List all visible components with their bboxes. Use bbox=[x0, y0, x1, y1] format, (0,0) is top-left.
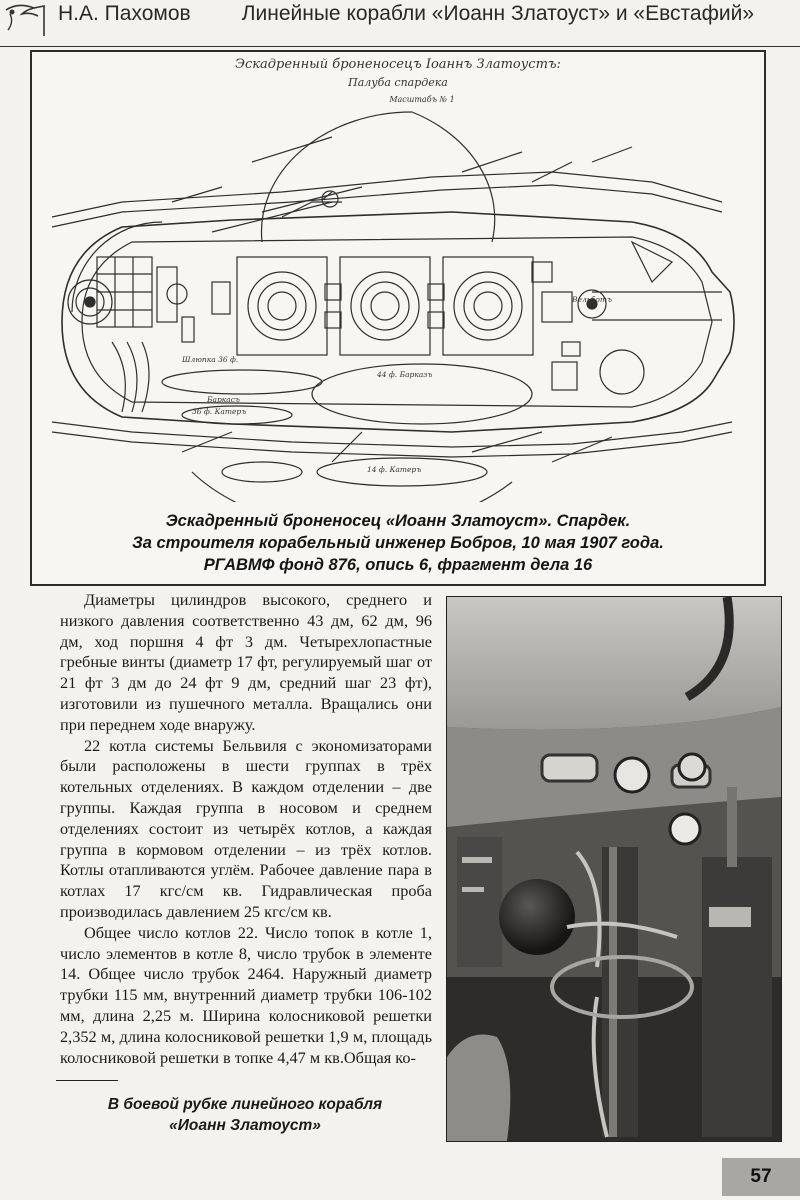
plan-label: 44 ф. Барказъ bbox=[377, 370, 433, 379]
plan-label: Баркасъ bbox=[207, 395, 240, 404]
page-number: 57 bbox=[722, 1158, 800, 1196]
plan-caption-line: Эскадренный броненосец «Иоанн Златоуст». Спардек. bbox=[165, 512, 631, 530]
plan-label: 36 ф. Катеръ bbox=[192, 407, 247, 416]
paragraph: 22 котла системы Бельвиля с экономизаторами были расположены в шести группах в трёх котельных отделениях. В каждом отделении – две группы. Каждая группа в носовом и среднем отделениях состоит из четырёх котлов, а каждая группа в кормовом отделении – из трёх котлов. Котлы отапливаются углём. Рабочее давление пара в котлах 17 кгс/см кв. Гидравлическая проба производилась давлением 25 кгс/см кв. bbox=[60, 735, 432, 921]
running-title: Линейные корабли «Иоанн Златоуст» и «Евстафий» bbox=[241, 2, 754, 25]
plan-caption bbox=[32, 510, 764, 576]
caption-rule bbox=[56, 1080, 118, 1081]
deck-plan-figure bbox=[30, 50, 766, 586]
paragraph: Диаметры цилиндров высокого, среднего и низкого давления соответственно 43 дм, 62 дм, 96 дм, ход поршня 4 фт 3 дм. Четырехлопастные гребные винты (диаметр 17 фт, регулируемый шаг от 21 фт 3 дм до 24 фт 9 дм, средний шаг 23 фт), изготовили из пушечного металла. Вращались они при переднем ходе внаружу. bbox=[60, 590, 432, 734]
plan-label: Вельботъ bbox=[572, 295, 613, 304]
photo-caption-line: «Иоанн Златоуст» bbox=[169, 1117, 321, 1134]
ornament-icon bbox=[4, 0, 60, 40]
plan-label: 14 ф. Катеръ bbox=[367, 465, 422, 474]
page-header bbox=[0, 0, 800, 47]
plan-scale-note: Масштабъ № 1 bbox=[389, 95, 455, 104]
photo-caption-line: В боевой рубке линейного корабля bbox=[107, 1096, 383, 1113]
photo-image bbox=[447, 597, 781, 1141]
plan-caption-line: РГАВМФ фонд 876, опись 6, фрагмент дела 16 bbox=[203, 556, 593, 574]
conning-tower-photo bbox=[446, 596, 782, 1142]
paragraph: Общее число котлов 22. Число топок в котле 1, число элементов в котле 8, число трубок в элементе 14. Общее число трубок 2464. Наружный диаметр трубки 115 мм, внутренний диаметр трубки 106-102 мм, длина 2,25 м. Ширина колосниковой решетки 2,352 м, длина колосниковой решетки 1,9 м, площадь колосниковой решетки в топке 4,47 м кв.Общая ко- bbox=[60, 922, 432, 1067]
plan-label: Шлюпка 36 ф. bbox=[182, 355, 239, 364]
author-name: Н.А. Пахомов bbox=[58, 2, 191, 25]
plan-caption-line: За строителя корабельный инженер Бобров, 10 мая 1907 года. bbox=[132, 534, 664, 552]
photo-caption bbox=[60, 1094, 430, 1136]
plan-subtitle: Палуба спардека bbox=[348, 76, 448, 89]
body-text bbox=[60, 590, 432, 1068]
deck-plan-drawing bbox=[32, 52, 764, 502]
plan-title: Эскадренный броненосецъ Іоаннъ Златоустъ: bbox=[235, 57, 561, 72]
